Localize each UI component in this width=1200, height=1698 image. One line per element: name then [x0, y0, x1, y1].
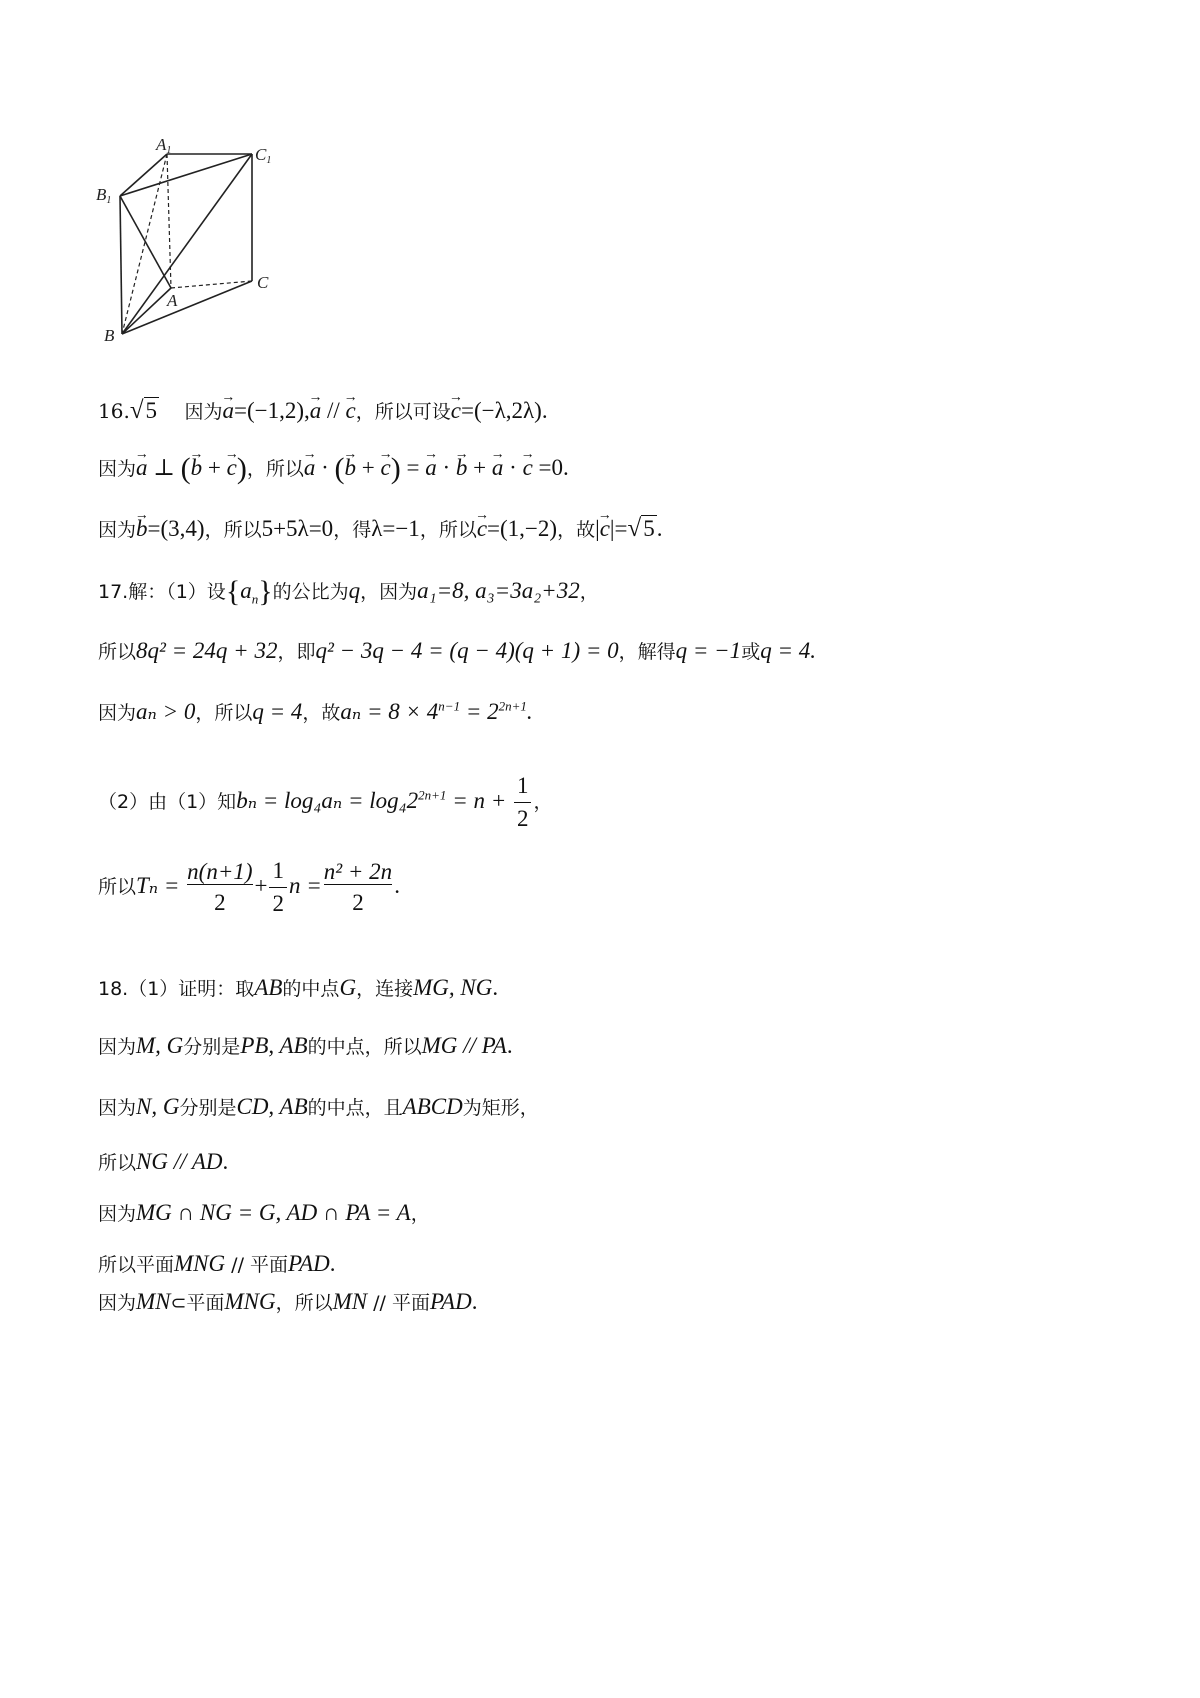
q17-text: 所以 [98, 876, 137, 898]
q16-text: 因为 [184, 401, 223, 423]
q16-text: 因为 [98, 458, 137, 480]
vec-c: → c [346, 396, 356, 426]
q16-line-2: 因为→ a ⊥ (→ b + → c)，所以→ a · (→ b + → c) = → a · → b + → a · → c =0. [98, 453, 569, 484]
q18-math: MN [136, 1289, 171, 1314]
q17-text: 因为 [98, 702, 137, 724]
q18-text: 的中点，所以 [307, 1036, 422, 1058]
q17-tn: Tₙ = [136, 873, 186, 898]
q18-math: CD, AB [236, 1094, 308, 1119]
seq-a: a [240, 578, 252, 603]
label-c: C [257, 273, 269, 292]
q17-text: ，故 [302, 702, 341, 724]
edge-a1-b-hidden [122, 154, 167, 334]
q18-text: 18.（1）证明：取 [98, 978, 255, 1000]
q18-text: 的中点 [282, 978, 340, 1000]
vec-a: → a [310, 396, 322, 426]
q18-math: PAD [288, 1251, 330, 1276]
q18-text: 所以平面 [98, 1254, 175, 1276]
q16-eq4: 5+5λ=0 [261, 516, 334, 541]
fraction-2: $\frac{1}{2}$ [269, 855, 287, 920]
q17-sum-line [98, 855, 400, 920]
prism-figure [96, 135, 290, 358]
q18-text: ， [410, 1203, 430, 1225]
q18-math: N, G [136, 1094, 180, 1119]
q17-text: ， [579, 581, 599, 603]
q16-eq2: =(−λ,2λ). [461, 398, 548, 423]
q17-eq: q = 4 [252, 699, 303, 724]
vec-a: → a [223, 396, 235, 426]
q18-math: G [339, 975, 357, 1000]
q18-text: 所以 [98, 1152, 137, 1174]
vec-c: → c [451, 396, 461, 426]
q18-text: ⊂平面 [170, 1292, 225, 1314]
label-b1: B1 [96, 185, 112, 206]
edge-b1-c1 [120, 154, 252, 196]
q17-part-2 [98, 770, 553, 835]
q16-eq6: = [614, 516, 628, 541]
label-b: B [104, 326, 115, 345]
q16-text: ，所以 [204, 519, 262, 541]
q17-part-2-label: （2）由（1）知 [98, 791, 237, 813]
q18-text: 因为 [98, 1203, 137, 1225]
vec-c-value: =(1,−2) [487, 516, 558, 541]
vec-a: → a [425, 453, 437, 483]
q17-eq: aₙ > 0 [136, 699, 196, 724]
q17-eq: 8q² = 24q + 32 [136, 638, 278, 663]
q18-text: // 平面 [225, 1254, 289, 1276]
q17-text: ， [533, 791, 553, 813]
q18-line-5 [98, 1198, 430, 1229]
q17-text: ，解得 [618, 641, 676, 663]
q18-text: 因为 [98, 1036, 137, 1058]
q18-text: 因为 [98, 1097, 137, 1119]
q17-number: 17.解： [98, 581, 167, 603]
q18-math: MG, NG [413, 975, 493, 1000]
q17-line-2 [98, 636, 816, 667]
vec-c: → c [381, 453, 391, 483]
q18-math: ABCD [402, 1094, 463, 1119]
q17-end: . [394, 873, 400, 898]
q17-line-3 [98, 697, 533, 728]
edge-b1-a [120, 196, 171, 288]
edge-b1-b [120, 196, 122, 334]
q18-math: PAD [429, 1289, 472, 1314]
vec-b: → b [456, 453, 468, 483]
q17-text: ，所以 [195, 702, 253, 724]
q16-text: ，所以可设 [355, 401, 451, 423]
label-c1: C1 [255, 145, 272, 166]
q18-end: . [492, 975, 499, 1000]
q18-line-6 [98, 1249, 336, 1280]
q18-line-3 [98, 1092, 539, 1123]
q16-end: . [656, 516, 663, 541]
q16-text: ，所以 [246, 458, 304, 480]
plus-sign: + [254, 873, 268, 898]
q18-end: . [329, 1251, 336, 1276]
q18-math: AB [254, 975, 283, 1000]
vec-c: → c [227, 453, 237, 483]
q17-text: ，因为 [360, 581, 418, 603]
q17-eq-an: $a_n = 8 \times 4^{n-1} = 2^{2n+1}$. [340, 698, 533, 724]
fraction-1: $\frac{n(n+1)}{2}$ [187, 858, 253, 915]
q18-end: . [506, 1033, 513, 1058]
fraction-half: $\frac{1}{2}$ [514, 770, 532, 835]
vec-b: → b [136, 514, 148, 544]
edge-b-a [122, 288, 171, 334]
vec-c: → c [600, 514, 610, 544]
q18-text: 的中点，且 [307, 1097, 403, 1119]
q17-text: 所以 [98, 641, 137, 663]
perp-sign: ⊥ [153, 455, 175, 480]
q18-text: 为矩形， [462, 1097, 539, 1119]
q18-text: 分别是 [183, 1036, 241, 1058]
q17-text: ，即 [277, 641, 316, 663]
vec-c: → c [523, 453, 533, 483]
q18-text: ，所以 [275, 1292, 333, 1314]
q18-math: MG ∩ NG = G, AD ∩ PA = A [136, 1200, 411, 1225]
parallel-sign: // [327, 398, 340, 423]
q17-bn: $b_n = \log_4a_n = \log_42^{2n+1} = n$ + [236, 787, 512, 813]
q17-eq: q = −1 [675, 638, 742, 663]
q18-text: 分别是 [179, 1097, 237, 1119]
q17-q: q [348, 578, 361, 603]
q16-text: ，得 [333, 519, 372, 541]
q18-text: // 平面 [367, 1292, 430, 1314]
vec-a: → a [304, 453, 316, 483]
q17-eq: n = [288, 873, 322, 898]
q16-root: 5 [643, 516, 655, 541]
edge-a-c-hidden [171, 281, 252, 288]
q17-text: 的公比为 [272, 581, 349, 603]
q17-line-1: 17.解：（1）设$\{a_n\}$的公比为q，因为a₁=8, a₃=3a₂+32， [98, 575, 599, 608]
q18-line-4 [98, 1147, 228, 1178]
vec-b-value: =(3,4) [147, 516, 205, 541]
vec-a: → a [136, 453, 148, 483]
q18-line-7 [98, 1287, 477, 1318]
vec-b: → b [191, 453, 203, 483]
q18-math: MN [332, 1289, 368, 1314]
q16-text: ，所以 [419, 519, 477, 541]
q16-text: ，故 [557, 519, 596, 541]
q17-text: 或 [741, 641, 761, 663]
q18-math: MNG [174, 1251, 226, 1276]
q18-end: . [222, 1149, 229, 1174]
q16-line-3: 因为→ b=(3,4)，所以5+5λ=0，得λ=−1，所以→ c=(1,−2)，故|→ c|=√5. [98, 514, 662, 545]
q18-line-1 [98, 973, 498, 1004]
q17-condition: a₁=8, a₃=3a₂+32 [417, 578, 580, 603]
q16-number: 16. [98, 399, 130, 423]
q18-text: 因为 [98, 1292, 137, 1314]
label-a1: A1 [156, 135, 172, 156]
seq-sub: n [251, 591, 259, 607]
q16-eq3: =0. [538, 455, 569, 480]
q18-math: MNG [224, 1289, 276, 1314]
fraction-3: $\frac{\text{n² + 2n}}{2}$ [323, 858, 393, 915]
q18-text: ，连接 [356, 978, 414, 1000]
q17-eq: q² − 3q − 4 = (q − 4)(q + 1) = 0 [315, 638, 619, 663]
q16-answer: √5 [129, 397, 158, 424]
edge-b1-a1 [120, 154, 167, 196]
q18-math: MG // PA [421, 1033, 507, 1058]
q17-eq: q = 4. [760, 638, 816, 663]
q17-part-1: （1）设 [166, 581, 226, 603]
q18-line-2 [98, 1031, 513, 1062]
q16-line-1 [98, 396, 548, 427]
vec-c: → c [477, 514, 487, 544]
label-a: A [167, 291, 178, 310]
q18-math: PB, AB [240, 1033, 308, 1058]
q16-text: 因为 [98, 519, 137, 541]
q18-math: M, G [136, 1033, 184, 1058]
q18-end: . [471, 1289, 478, 1314]
vec-a: → a [492, 453, 504, 483]
q18-math: NG // AD [136, 1149, 223, 1174]
q16-eq5: λ=−1 [371, 516, 420, 541]
vec-b: → b [345, 453, 357, 483]
q16-eq1: =(−1,2), [234, 398, 310, 423]
